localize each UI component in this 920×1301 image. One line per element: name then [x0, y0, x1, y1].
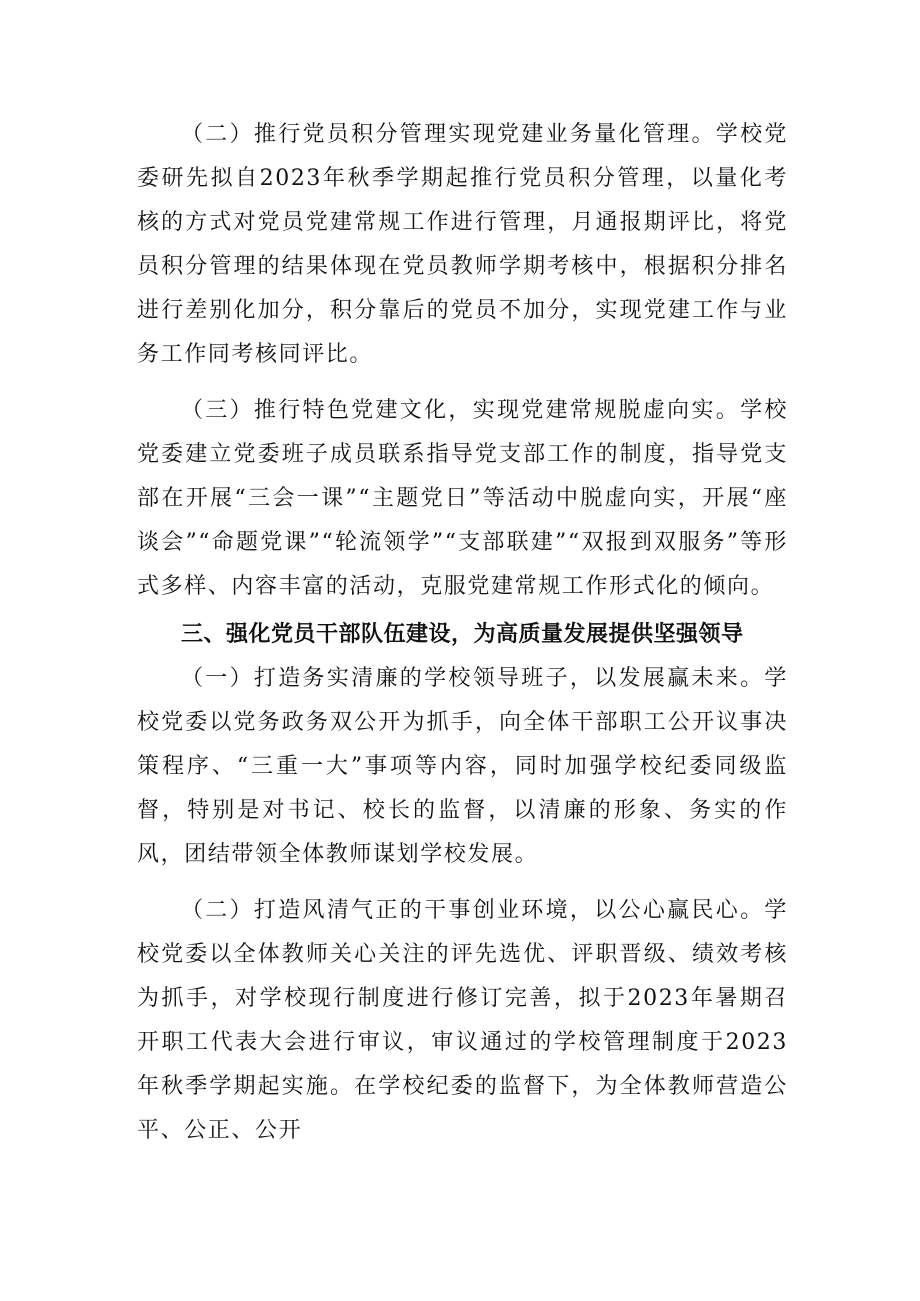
- paragraph-party-points-management: （二）推行党员积分管理实现党建业务量化管理。学校党委研先拟自2023年秋季学期起推行党员积分管理，以量化考核的方式对党员党建常规工作进行管理，月通报期评比，将党员积分管理的结果体现在党员教师学期考核中，根据积分排名进行差别化加分，积分靠后的党员不加分，实现党建工作与业务工作同考核同评比。: [137, 122, 788, 367]
- paragraph-work-environment: （二）打造风清气正的干事创业环境，以公心赢民心。学校党委以全体教师关心关注的评先选优、评职晋级、绩效考核为抓手，对学校现行制度进行修订完善，拟于2023年暑期召开职工代表大会进行审议，审议通过的学校管理制度于2023年秋季学期起实施。在学校纪委的监督下，为全体教师营造公平、公正、公开: [137, 898, 788, 1143]
- document-body: [137, 113, 788, 1153]
- section-heading-3: 三、强化党员干部队伍建设，为高质量发展提供坚强领导: [181, 622, 744, 647]
- paragraph-leadership-team: （一）打造务实清廉的学校领导班子，以发展赢未来。学校党委以党务政务双公开为抓手，向全体干部职工公开议事决策程序、“三重一大”事项等内容，同时加强学校纪委同级监督，特别是对书记、校长的监督，以清廉的形象、务实的作风，团结带领全体教师谋划学校发展。: [137, 666, 788, 867]
- paragraph-party-culture: （三）推行特色党建文化，实现党建常规脱虚向实。学校党委建立党委班子成员联系指导党支部工作的制度，指导党支部在开展“三会一课”“主题党日”等活动中脱虚向实，开展“座谈会”“命题党课”“轮流领学”“支部联建”“双报到双服务”等形式多样、内容丰富的活动，克服党建常规工作形式化的倾向。: [137, 398, 788, 599]
